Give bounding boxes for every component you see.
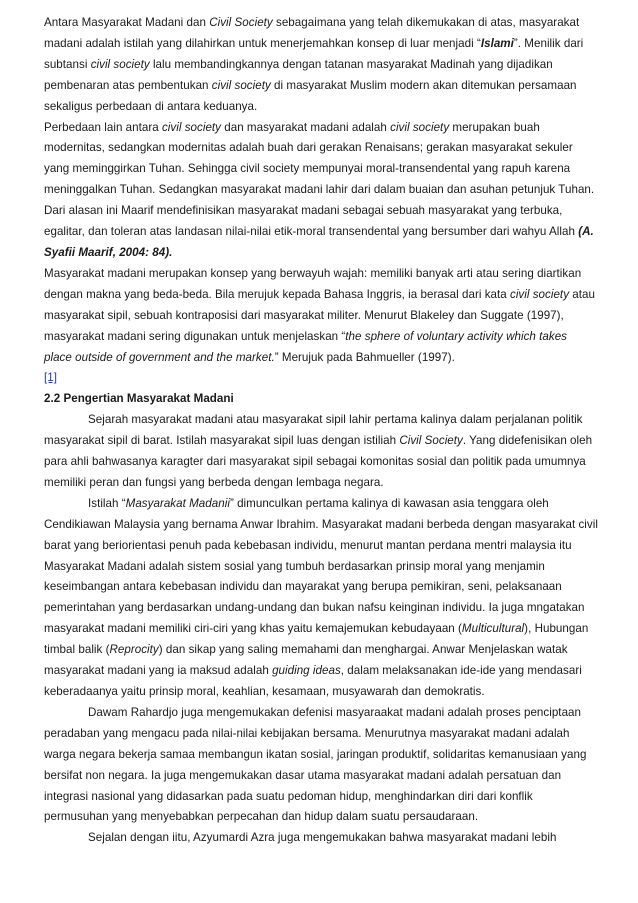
italic-term: Multicultural (461, 622, 525, 636)
text-run: sebagaimana yang telah dikemukakan di atas, masyarakat madani adalah istilah yang dilahirkan untuk menerjemahkan konsep di luar menjadi “ (44, 16, 580, 50)
text-run: dan masyarakat madani adalah (221, 120, 391, 134)
italic-term: Reprocity (109, 643, 159, 657)
text-run: ), Hubungan timbal balik ( (44, 622, 589, 657)
italic-term: civil society (90, 57, 150, 71)
paragraph-definition (44, 264, 598, 389)
text-run: ” Merujuk pada Bahmueller (1997). (274, 350, 455, 364)
paragraph-azyumardi-azra: Sejalan dengan iitu, Azyumardi Azra juga mengemukakan bahwa masyarakat madani lebih (88, 831, 557, 845)
paragraph-dawam-rahardjo: Dawam Rahardjo juga mengemukakan defenisi masyaraakat madani adalah proses penciptaan peradaban yang mengacu pada nilai-nilai kebijakan bersama. Menurutnya masyarakat madani adalah warga negara bekerja samaa membangun ikatan sosial, jaringan produktif, solidaritas kemanusiaan yang bersifat non negara. Ia juga mengemukakan dasar utama masyarakat madani adalah persatuan dan integrasi nasional yang didasarkan pada suatu pedoman hidup, menghindarkan diri dari konflik permusuhan yang menyebabkan perpecahan dan hidup dalam suatu persaudaraan. (44, 705, 587, 824)
text-run: . Yang didefenisikan oleh para ahli bahwasanya karagter dari masyarakat sipil sebagai komonitas sosial dan politik pada umumnya memiliki peran dan fungsi yang berbeda dengan lembaga negara. (44, 434, 593, 489)
text-run: ) dan sikap yang saling memahami dan menghargai. Anwar Menjelaskan watak masyarakat madani yang ia maksud adalah (44, 643, 568, 678)
paragraph-differences (44, 118, 598, 264)
footnote-link[interactable]: [1] (44, 371, 57, 385)
section-heading: 2.2 Pengertian Masyarakat Madani (44, 392, 234, 406)
text-run: di masyarakat Muslim modern akan ditemukan persamaan sekaligus perbedaan di antara keduanya. (44, 78, 577, 113)
text-run: ”. Menilik dari subtansi (44, 36, 584, 71)
text-run: Antara Masyarakat Madani dan (44, 16, 210, 29)
italic-term: civil society (161, 120, 221, 134)
citation: (A. Syafii Maarif, 2004: 84). (44, 225, 594, 259)
paragraph-civil-society-comparison (44, 13, 598, 118)
text-run: Sejarah masyarakat madani atau masyarakat sipil lahir pertama kalinya dalam perjalanan politik masyarakat sipil di barat. Istilah masyarakat sipil luas dengan istiliah (44, 413, 583, 448)
italic-term: civil society (510, 287, 570, 301)
text-run: merupakan buah modernitas, sedangkan modernitas adalah buah dari gerakan Renaisans; gerakan masyarakat sekuler yang meminggirkan Tuhan. Sehingga civil society mempunyai moral-transendental yang rapuh karena meninggalkan Tuhan. Sedangkan masyarakat madani lahir dari dalam buaian dan asuhan petunjuk Tuhan. Dari alasan ini Maarif mendefinisikan masyarakat madani sebagai sebuah masyarakat yang terbuka, egalitar, dan toleran atas landasan nilai-nilai etik-moral transendental yang bersumber dari wahyu Allah (44, 120, 595, 239)
italic-term: civil society (390, 120, 450, 134)
italic-term: Civil Society (399, 434, 463, 448)
paragraph-history (44, 410, 598, 494)
text-run: atau masyarakat sipil, sebuah kontraposisi dari masyarakat militer. Menurut Blakeley dan Suggate (1997), masyarakat madani sering digunakan untuk menjelaskan “ (44, 287, 595, 343)
text-run: ” dimunculkan pertama kalinya di kawasan asia tenggara oleh Cendikiawan Malaysia yang bernama Anwar Ibrahim. Masyarakat madani berbeda dengan masyarakat civil barat yang beriorientasi penuh pada kebebasan individu, menurut mantan perdana mentri malaysia itu Masyarakat Madani adalah sistem sosial yang tumbuh berdasarkan prinsip moral yang menjamin keseimbangan antara kebebasan individu dan mayarakat yang berupa pemikiran, seni, pelaksanaan pemerintahan yang berdasarkan undang-undang dan bukan nafsu keinginan individu. Ia juga mngatakan masyarakat madani memiliki ciri-ciri yang khas yaitu kemajemukan kebudayaan ( (44, 496, 598, 636)
italic-term: civil society (211, 78, 271, 92)
paragraph-anwar-ibrahim (44, 494, 598, 703)
text-run: Perbedaan lain antara (44, 120, 162, 134)
text-run: , dalam melaksanakan ide-ide yang mendasari keberadaanya yaitu prinsip moral, keahlian, kesamaan, musyawarah dan demokratis. (44, 664, 582, 698)
italic-term: guiding ideas (272, 664, 341, 678)
bold-italic-term: Islami (480, 36, 514, 50)
text-run: Istilah “ (88, 496, 126, 510)
text-run: Masyarakat madani merupakan konsep yang berwayuh wajah: memiliki banyak arti atau sering diartikan dengan makna yang beda-beda. Bila merujuk kepada Bahasa Inggris, ia berasal dari kata (44, 266, 582, 301)
text-run: lalu membandingkannya dengan tatanan masyarakat Madinah yang dijadikan pembenaran atas pembentukan (44, 57, 553, 92)
italic-term: Civil Society (209, 16, 273, 29)
italic-quote: the sphere of voluntary activity which takes place outside of government and the market. (44, 329, 568, 364)
italic-term: Masyarakat Madanii (125, 496, 230, 510)
